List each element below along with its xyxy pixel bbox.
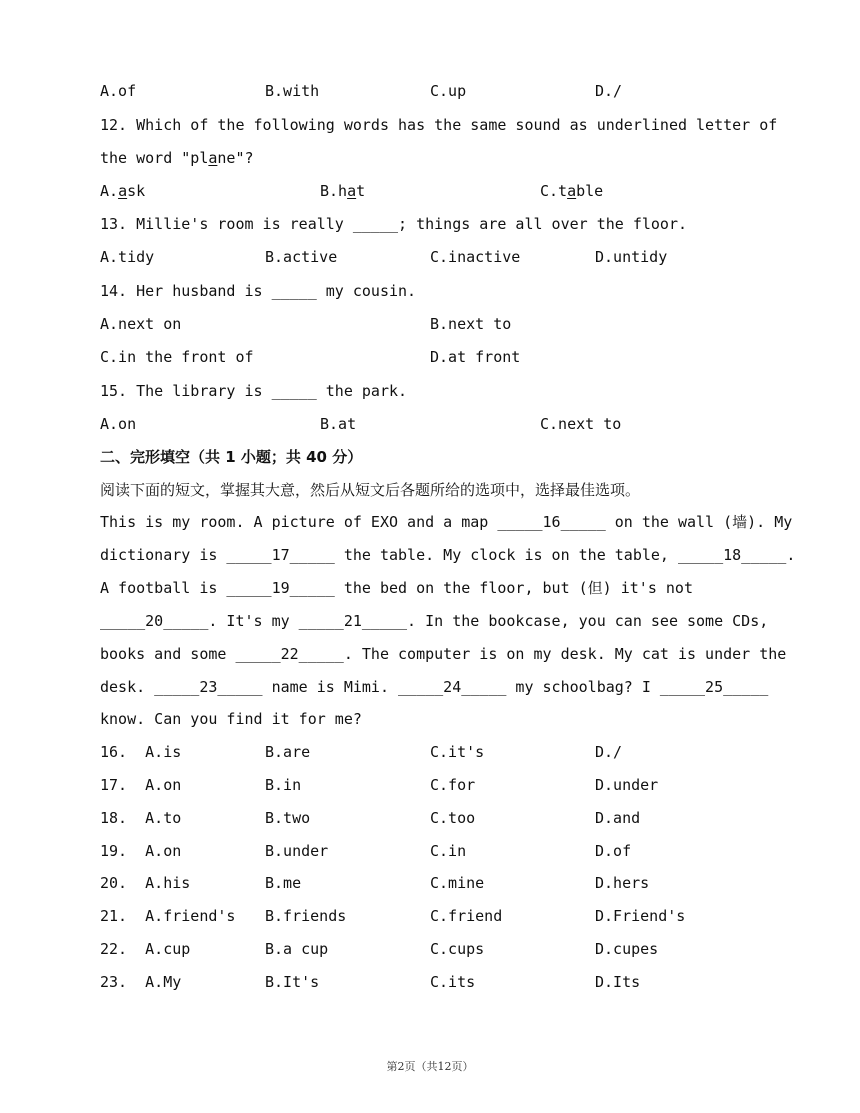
question-14-options-row2: [100, 347, 521, 367]
option-c: C.too: [430, 809, 476, 827]
option-b: B.under: [265, 842, 329, 860]
option-a: A.of: [100, 82, 137, 100]
option-c: C.in: [430, 842, 467, 860]
passage-line: dictionary is _____17_____ the table. My clock is on the table, _____18_____.: [100, 546, 796, 564]
cloze-options-row: [100, 841, 632, 861]
option-b: B.hat: [320, 182, 366, 200]
option-c: C.inactive: [430, 248, 521, 266]
cloze-options-row: [100, 742, 623, 762]
option-d: D.at front: [430, 348, 521, 366]
option-a: 21. A.friend's: [100, 907, 236, 925]
option-d: D./: [595, 82, 623, 100]
option-b: B.a cup: [265, 940, 329, 958]
question-13-stem: 13. Millie's room is really _____; things are all over the floor.: [100, 215, 687, 233]
passage-line: This is my room. A picture of EXO and a map _____16_____ on the wall (墙). My: [100, 513, 793, 531]
option-b: B.friends: [265, 907, 347, 925]
cloze-options-row: [100, 808, 641, 828]
option-a: A.next on: [100, 315, 182, 333]
text-fragment: ne"?: [217, 149, 254, 167]
option-a: A.tidy: [100, 248, 155, 266]
section-instruction: 阅读下面的短文，掌握其大意，然后从短文后各题所给的选项中，选择最佳选项。: [100, 481, 641, 499]
option-c: C.friend: [430, 907, 503, 925]
option-a: 18. A.to: [100, 809, 182, 827]
question-15-options: [100, 414, 622, 434]
option-c: C.next to: [540, 415, 622, 433]
option-b: B.active: [265, 248, 338, 266]
option-d: D./: [595, 743, 623, 761]
option-c: C.in the front of: [100, 348, 254, 366]
cloze-options-row: [100, 972, 641, 992]
option-d: D.Its: [595, 973, 641, 991]
option-a: A.on: [100, 415, 137, 433]
option-c: C.cups: [430, 940, 485, 958]
passage-line: desk. _____23_____ name is Mimi. _____24_____ my schoolbag? I _____25_____: [100, 678, 769, 696]
question-14-options-row1: [100, 314, 512, 334]
underlined-letter: a: [208, 149, 218, 167]
option-a: 23. A.My: [100, 973, 182, 991]
question-11-options: [100, 81, 623, 101]
option-d: D.under: [595, 776, 659, 794]
section-heading: 二、完形填空（共 1 小题；共 40 分）: [100, 448, 363, 466]
option-d: D.and: [595, 809, 641, 827]
option-a: 16. A.is: [100, 743, 182, 761]
option-d: D.untidy: [595, 248, 668, 266]
option-b: B.in: [265, 776, 302, 794]
option-d: D.hers: [595, 874, 650, 892]
question-12-stem-continued: [100, 148, 254, 168]
cloze-options-row: [100, 873, 650, 893]
option-a: A.ask: [100, 182, 146, 200]
option-d: D.of: [595, 842, 632, 860]
option-d: D.Friend's: [595, 907, 686, 925]
option-c: C.it's: [430, 743, 485, 761]
cloze-options-row: [100, 906, 686, 926]
option-c: C.table: [540, 182, 604, 200]
option-b: B.me: [265, 874, 302, 892]
option-a: 19. A.on: [100, 842, 182, 860]
option-b: B.at: [320, 415, 357, 433]
option-c: C.for: [430, 776, 476, 794]
question-12-stem: 12. Which of the following words has the same sound as underlined letter of: [100, 116, 778, 134]
question-15-stem: 15. The library is _____ the park.: [100, 382, 408, 400]
question-14-stem: 14. Her husband is _____ my cousin.: [100, 282, 417, 300]
option-a: 20. A.his: [100, 874, 191, 892]
option-b: B.with: [265, 82, 320, 100]
page-number-footer: 第2页（共12页）: [386, 1060, 474, 1073]
cloze-options-row: [100, 939, 659, 959]
option-c: C.its: [430, 973, 476, 991]
passage-line: A football is _____19_____ the bed on the floor, but (但) it's not: [100, 579, 693, 597]
passage-line: books and some _____22_____. The computer is on my desk. My cat is under the: [100, 645, 787, 663]
option-b: B.two: [265, 809, 311, 827]
option-c: C.mine: [430, 874, 485, 892]
question-12-options: [100, 181, 604, 201]
option-d: D.cupes: [595, 940, 659, 958]
option-b: B.are: [265, 743, 311, 761]
passage-line: know. Can you find it for me?: [100, 710, 362, 728]
passage-line: _____20_____. It's my _____21_____. In the bookcase, you can see some CDs,: [100, 612, 769, 630]
option-a: 22. A.cup: [100, 940, 191, 958]
option-a: 17. A.on: [100, 776, 182, 794]
option-c: C.up: [430, 82, 467, 100]
option-b: B.It's: [265, 973, 320, 991]
question-13-options: [100, 247, 668, 267]
cloze-options-row: [100, 775, 659, 795]
text-fragment: the word "pl: [100, 149, 209, 167]
option-b: B.next to: [430, 315, 512, 333]
